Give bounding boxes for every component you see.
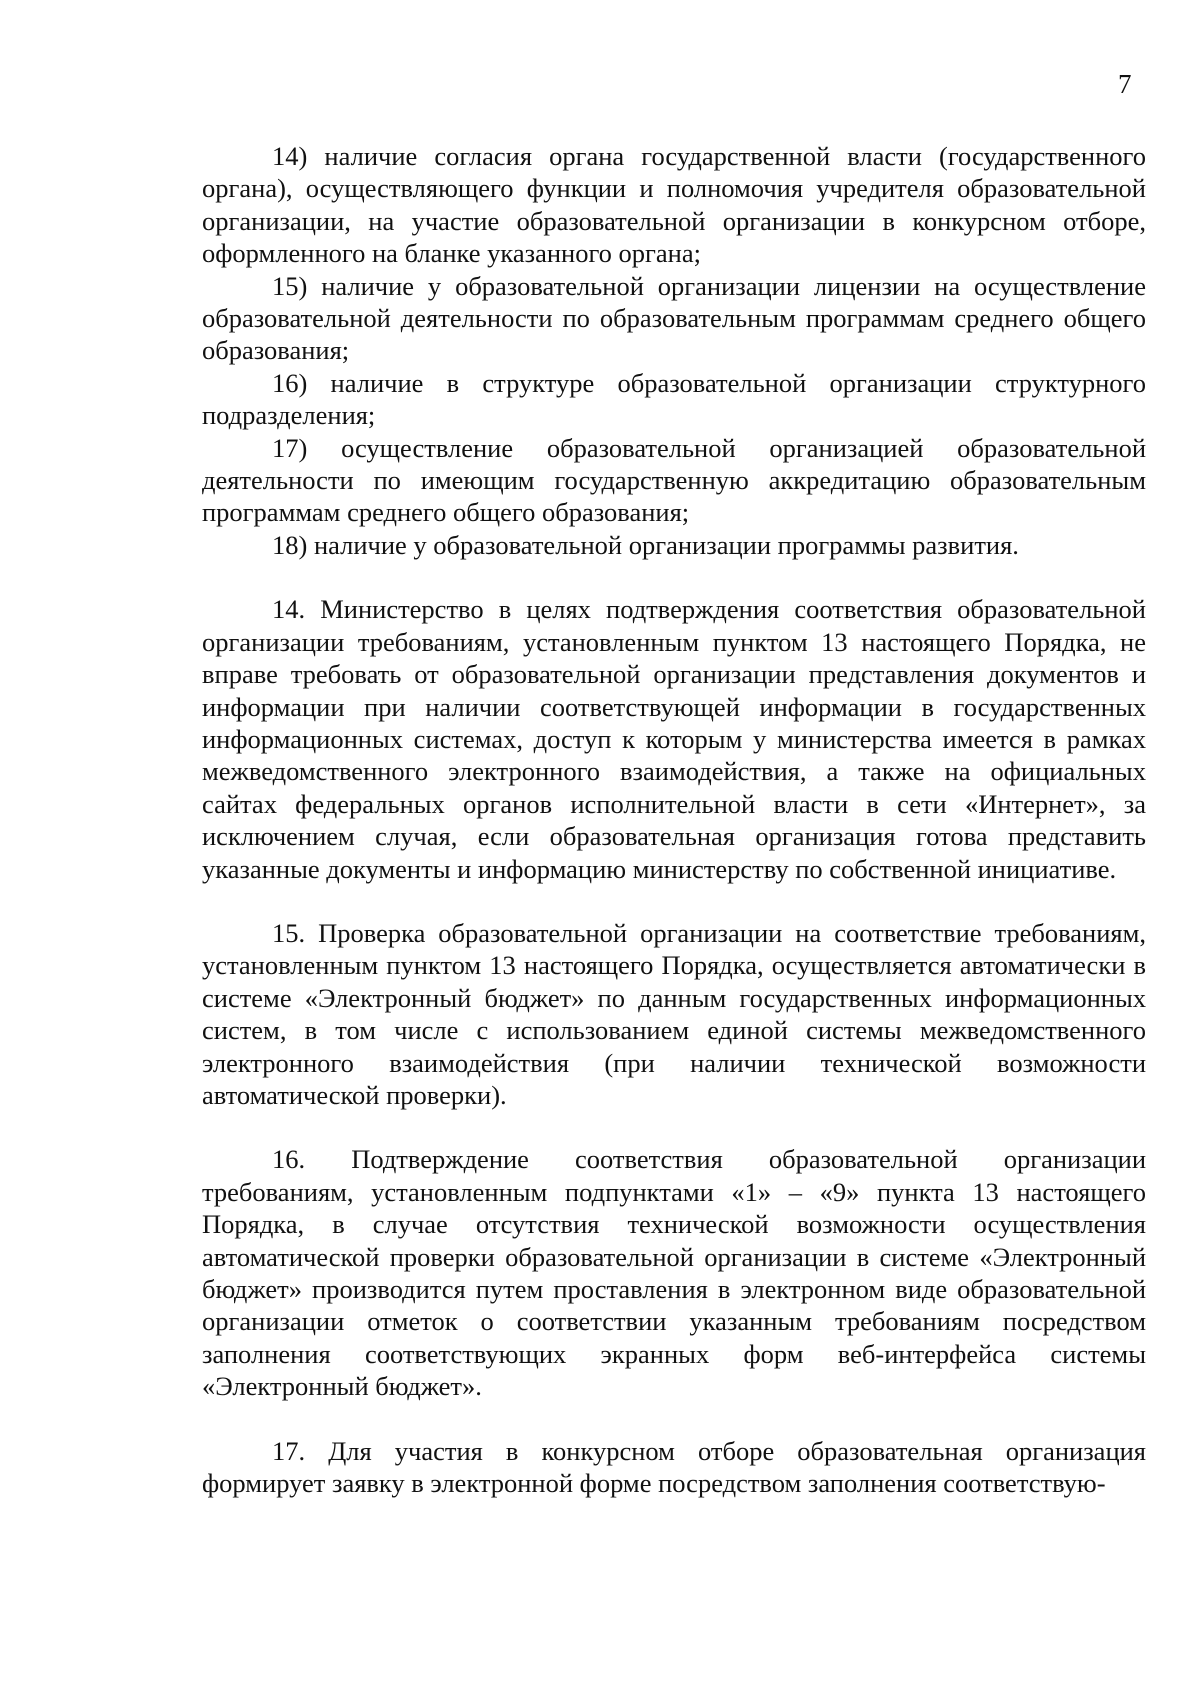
paragraph-item-17: 17) осуществление образовательной организацией образовательной деятельности по имеющим государственную аккредитацию образовательным программам среднего общего образования; (202, 432, 1146, 528)
page-number: 7 (1118, 69, 1132, 99)
paragraph-item-18: 18) наличие у образовательной организации программы развития. (272, 529, 1019, 560)
paragraph-item-15: 15) наличие у образовательной организации лицензии на осуществление образовательной деятельности по образовательным программам среднего общего образования; (202, 270, 1146, 366)
clause-15: 15. Проверка образовательной организации на соответствие требованиям, установленным пунктом 13 настоящего Порядка, осуществляется автоматически в системе «Электронный бюджет» по данным государственных информационных систем, в том числе с использованием единой системы межведомственного электронного взаимодействия (при наличии технической возможности автоматической проверки). (202, 917, 1146, 1110)
clause-14: 14. Министерство в целях подтверждения соответствия образовательной организации требованиям, установленным пунктом 13 настоящего Порядка, не вправе требовать от образовательной организации представления документов и информации при наличии соответствующей информации в государственных информационных системах, доступ к которым у министерства имеется в рамках межведомственного электронного взаимодействия, а также на официальных сайтах федеральных органов исполнительной власти в сети «Интернет», за исключением случая, если образовательная организация готова представить указанные документы и информацию министерству по собственной инициативе. (202, 594, 1146, 884)
clause-17: 17. Для участия в конкурсном отборе образовательная организация формирует заявку в электронной форме посредством заполнения соответствую- (202, 1435, 1146, 1499)
paragraph-item-14: 14) наличие согласия органа государственной власти (государственного органа), осуществляющего функции и полномочия учредителя образовательной организации, на участие образовательной организации в конкурсном отборе, оформленного на бланке указанного органа; (202, 141, 1146, 269)
paragraph-item-16: 16) наличие в структуре образовательной организации структурного подразделения; (202, 367, 1146, 431)
clause-16: 16. Подтверждение соответствия образовательной организации требованиям, установленным подпунктами «1» – «9» пункта 13 настоящего Порядка, в случае отсутствия технической возможности осуществления автоматической проверки образовательной организации в системе «Электронный бюджет» производится путем проставления в электронном виде образовательной организации отметок о соответствии указанным требованиям посредством заполнения соответствующих экранных форм веб-интерфейса системы «Электронный бюджет». (202, 1144, 1146, 1402)
document-body (202, 140, 1146, 1499)
